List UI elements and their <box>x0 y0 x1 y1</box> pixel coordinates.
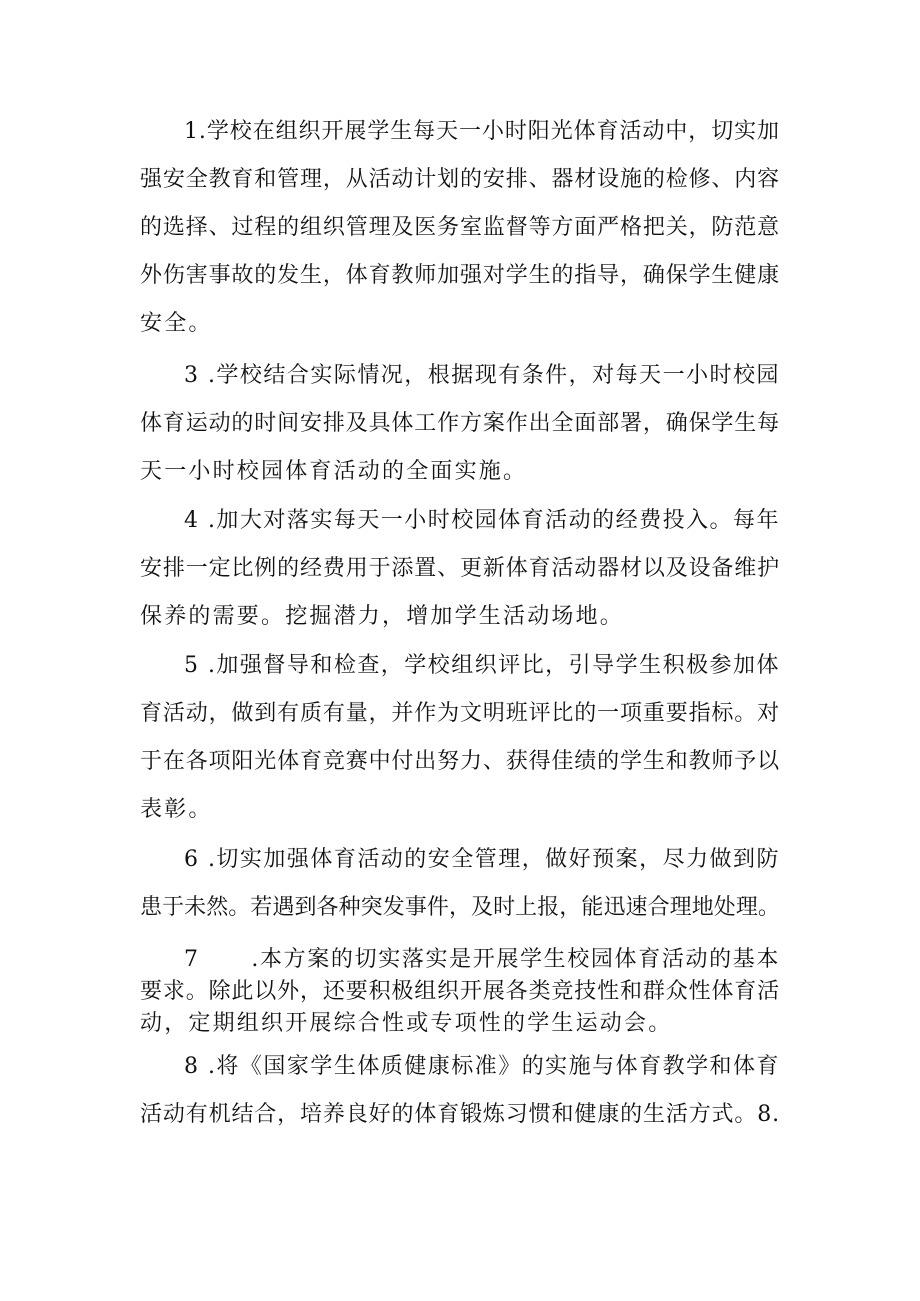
paragraph-6 <box>140 836 780 932</box>
paragraph-8 <box>140 1043 780 1139</box>
paragraph-line: 3 .学校结合实际情况，根据现有条件，对每天一小时校园 <box>184 363 780 388</box>
paragraph-line: 外伤害事故的发生，体育教师加强对学生的指导，确保学生健康 <box>140 263 780 288</box>
paragraph-line: 于在各项阳光体育竞赛中付出努力、获得佳绩的学生和教师予以 <box>140 749 780 774</box>
paragraph-line: 6 .切实加强体育活动的安全管理，做好预案，尽力做到防 <box>184 847 780 872</box>
paragraph-line: 天一小时校园体育活动的全面实施。 <box>140 459 528 484</box>
paragraph-line: 体育运动的时间安排及具体工作方案作出全面部署，确保学生每 <box>140 411 780 436</box>
paragraph-line: 安排一定比例的经费用于添置、更新体育活动器材以及设备维护 <box>140 556 780 581</box>
paragraph-line: 保养的需要。挖掘潜力，增加学生活动场地。 <box>140 604 625 629</box>
paragraph-line: 患于未然。若遇到各种突发事件，及时上报，能迅速合理地处理。 <box>140 895 780 920</box>
paragraph-line: 的选择、过程的组织管理及医务室监督等方面严格把关，防范意 <box>140 215 780 240</box>
paragraph-line: 强安全教育和管理，从活动计划的安排、器材设施的检修、内容 <box>140 167 780 192</box>
paragraph-line: 表彰。 <box>140 797 213 822</box>
paragraph-line: 安全。 <box>140 311 213 336</box>
paragraph-line: 8 .将《国家学生体质健康标准》的实施与体育教学和体育 <box>184 1054 780 1079</box>
paragraph-line: 要求。除此以外，还要积极组织开展各类竞技性和群众性体育活 <box>140 979 780 1004</box>
paragraph-3 <box>140 352 780 496</box>
paragraph-line: 1.学校在组织开展学生每天一小时阳光体育活动中，切实加 <box>184 119 780 144</box>
paragraph-7 <box>140 944 780 1040</box>
paragraph-line: 活动有机结合，培养良好的体育锻炼习惯和健康的生活方式。8. <box>140 1102 780 1127</box>
paragraph-line: 4 .加大对落实每天一小时校园体育活动的经费投入。每年 <box>184 508 780 533</box>
paragraph-line: 育活动，做到有质有量，并作为文明班评比的一项重要指标。对 <box>140 701 780 726</box>
paragraph-line: 7 .本方案的切实落实是开展学生校园体育活动的基本 <box>184 947 780 972</box>
paragraph-line: 5 .加强督导和检查，学校组织评比，引导学生积极参加体 <box>184 653 780 678</box>
paragraph-1 <box>140 108 780 348</box>
paragraph-4 <box>140 497 780 641</box>
paragraph-line: 动，定期组织开展综合性或专项性的学生运动会。 <box>140 1011 673 1036</box>
paragraph-5 <box>140 642 780 834</box>
